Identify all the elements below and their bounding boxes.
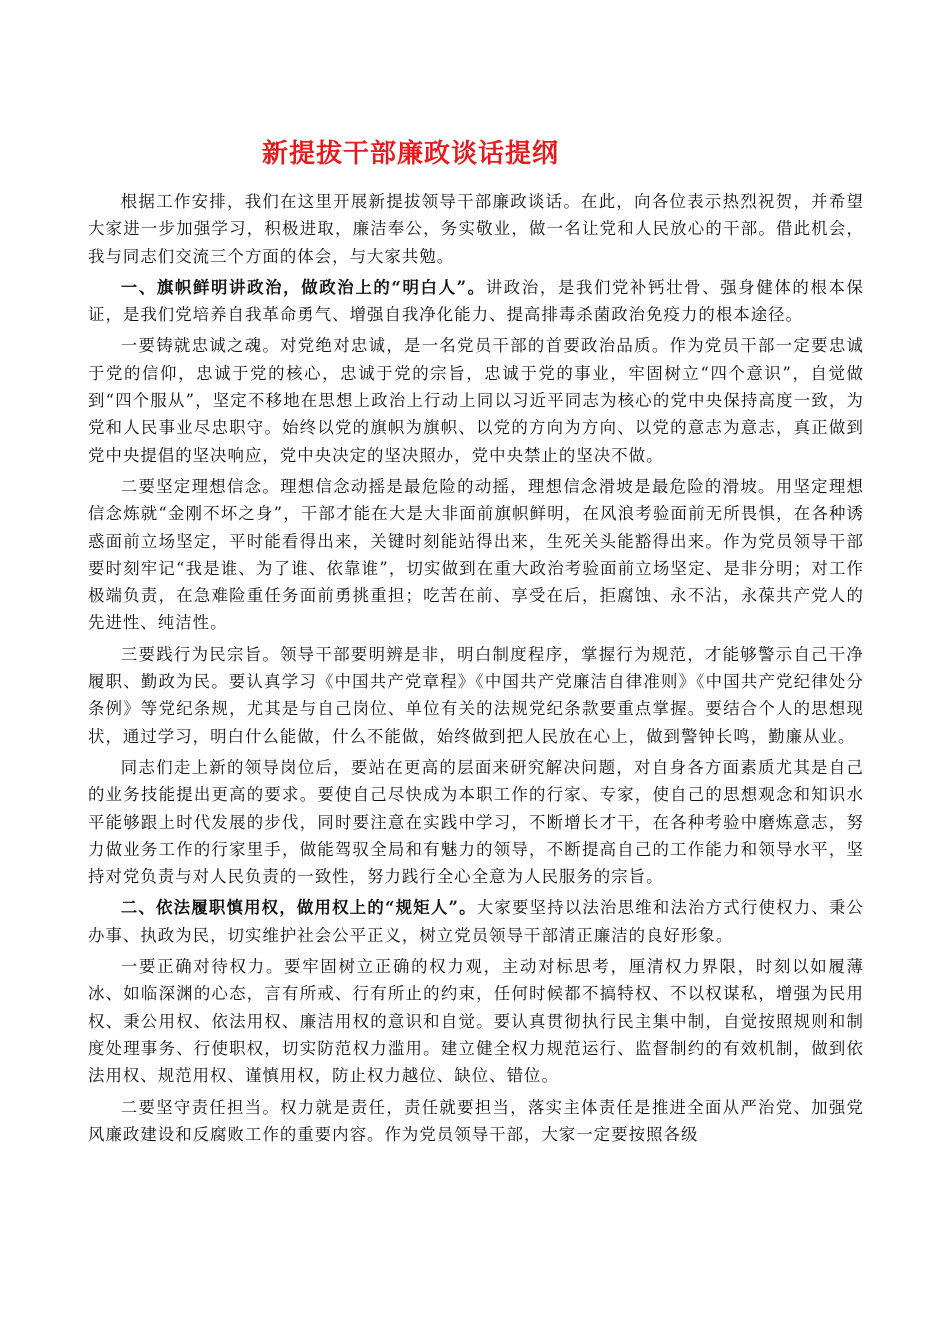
paragraph-text: 讲政治，是我们党补钙壮骨、强身健体的根本保证，是我们党培养自我革命勇气、增强自我净化能力、提高排毒杀菌政治免疫力的根本途径。: [88, 277, 864, 325]
paragraph-new-post: [88, 754, 864, 890]
paragraph-text: 根据工作安排，我们在这里开展新提拔领导干部廉政谈话。在此，向各位表示热烈祝贺，并希望大家进一步加强学习，积极进取，廉洁奉公，务实敬业，做一名让党和人民放心的干部。借此机会，我与同志们交流三个方面的体会，与大家共勉。: [88, 192, 864, 266]
paragraph-text: 三要践行为民宗旨。领导干部要明辨是非，明白制度程序，掌握行为规范，才能够警示自己干净履职、勤政为民。要认真学习《中国共产党章程》《中国共产党廉洁自律准则》《中国共产党纪律处分条例》等党纪条规，尤其是与自己岗位、单位有关的法规党纪条款要重点掌握。要结合个人的思想现状，通过学习，明白什么能做，什么不能做，始终做到把人民放在心上，做到警钟长鸣，勤廉从业。: [88, 644, 864, 746]
paragraph-power: [88, 953, 864, 1089]
section-two-heading: 二、依法履职慎用权，做用权上的“规矩人”。: [120, 898, 477, 918]
section-one-heading-paragraph: [88, 274, 864, 329]
document-title: 新提拔干部廉政谈话提纲: [262, 139, 560, 169]
section-one-heading: 一、旗帜鲜明讲政治，做政治上的“明白人”。: [120, 277, 486, 297]
paragraph-ideals: [88, 473, 864, 637]
paragraph-text: 二要坚守责任担当。权力就是责任，责任就要担当，落实主体责任是推进全面从严治党、加强党风廉政建设和反腐败工作的重要内容。作为党员领导干部，大家一定要按照各级: [88, 1097, 864, 1144]
paragraph-intro: [88, 188, 864, 270]
section-two-heading-paragraph: [88, 894, 864, 949]
paragraph-text: 一要正确对待权力。要牢固树立正确的权力观，主动对标思考，厘清权力界限，时刻以如履薄冰、如临深渊的心态，言有所戒、行有所止的约束，任何时候都不搞特权、不以权谋私，增强为民用权、秉公用权、依法用权、廉洁用权的意识和自觉。要认真贯彻执行民主集中制，自觉按照规则和制度处理事务、行使职权，切实防范权力滥用。建立健全权力规范运行、监督制约的有效机制，做到依法用权、规范用权、谨慎用权，防止权力越位、缺位、错位。: [88, 957, 864, 1086]
paragraph-responsibility: [88, 1094, 864, 1149]
paragraph-loyalty: [88, 332, 864, 468]
paragraph-text: 二要坚定理想信念。理想信念动摇是最危险的动摇，理想信念滑坡是最危险的滑坡。用坚定理想信念炼就“金刚不坏之身”，干部才能在大是大非面前旗帜鲜明，在风浪考验面前无所畏惧，在各种诱惑面前立场坚定，平时能看得出来，关键时刻能站得出来，生死关头能豁得出来。作为党员领导干部要时刻牢记“我是谁、为了谁、依靠谁”，切实做到在重大政治考验面前立场坚定、是非分明；对工作极端负责，在急难险重任务面前勇挑重担；吃苦在前、享受在后，拒腐蚀、永不沾，永葆共产党人的先进性、纯洁性。: [88, 476, 864, 633]
paragraph-text: 一要铸就忠诚之魂。对党绝对忠诚，是一名党员干部的首要政治品质。作为党员干部一定要忠诚于党的信仰，忠诚于党的核心，忠诚于党的宗旨，忠诚于党的事业，牢固树立“四个意识”，自觉做到“四个服从”，坚定不移地在思想上政治上行动上同以习近平同志为核心的党中央保持高度一致，为党和人民事业尽忠职守。始终以党的旗帜为旗帜、以党的方向为方向、以党的意志为意志，真正做到党中央提倡的坚决响应，党中央决定的坚决照办，党中央禁止的坚决不做。: [88, 336, 864, 465]
paragraph-text: 大家要坚持以法治思维和法治方式行使权力、秉公办事、执政为民，切实维护社会公平正义，树立党员领导干部清正廉洁的良好形象。: [88, 898, 864, 945]
paragraph-text: 同志们走上新的领导岗位后，要站在更高的层面来研究解决问题，对自身各方面素质尤其是自己的业务技能提出更高的要求。要使自己尽快成为本职工作的行家、专家，使自己的思想观念和知识水平能够跟上时代发展的步伐，同时要注意在实践中学习，不断增长才干，在各种考验中磨炼意志，努力做业务工作的行家里手，做能驾驭全局和有魅力的领导，不断提高自己的工作能力和领导水平，坚持对党负责与对人民负责的一致性，努力践行全心全意为人民服务的宗旨。: [88, 757, 864, 887]
paragraph-people: [88, 641, 864, 750]
